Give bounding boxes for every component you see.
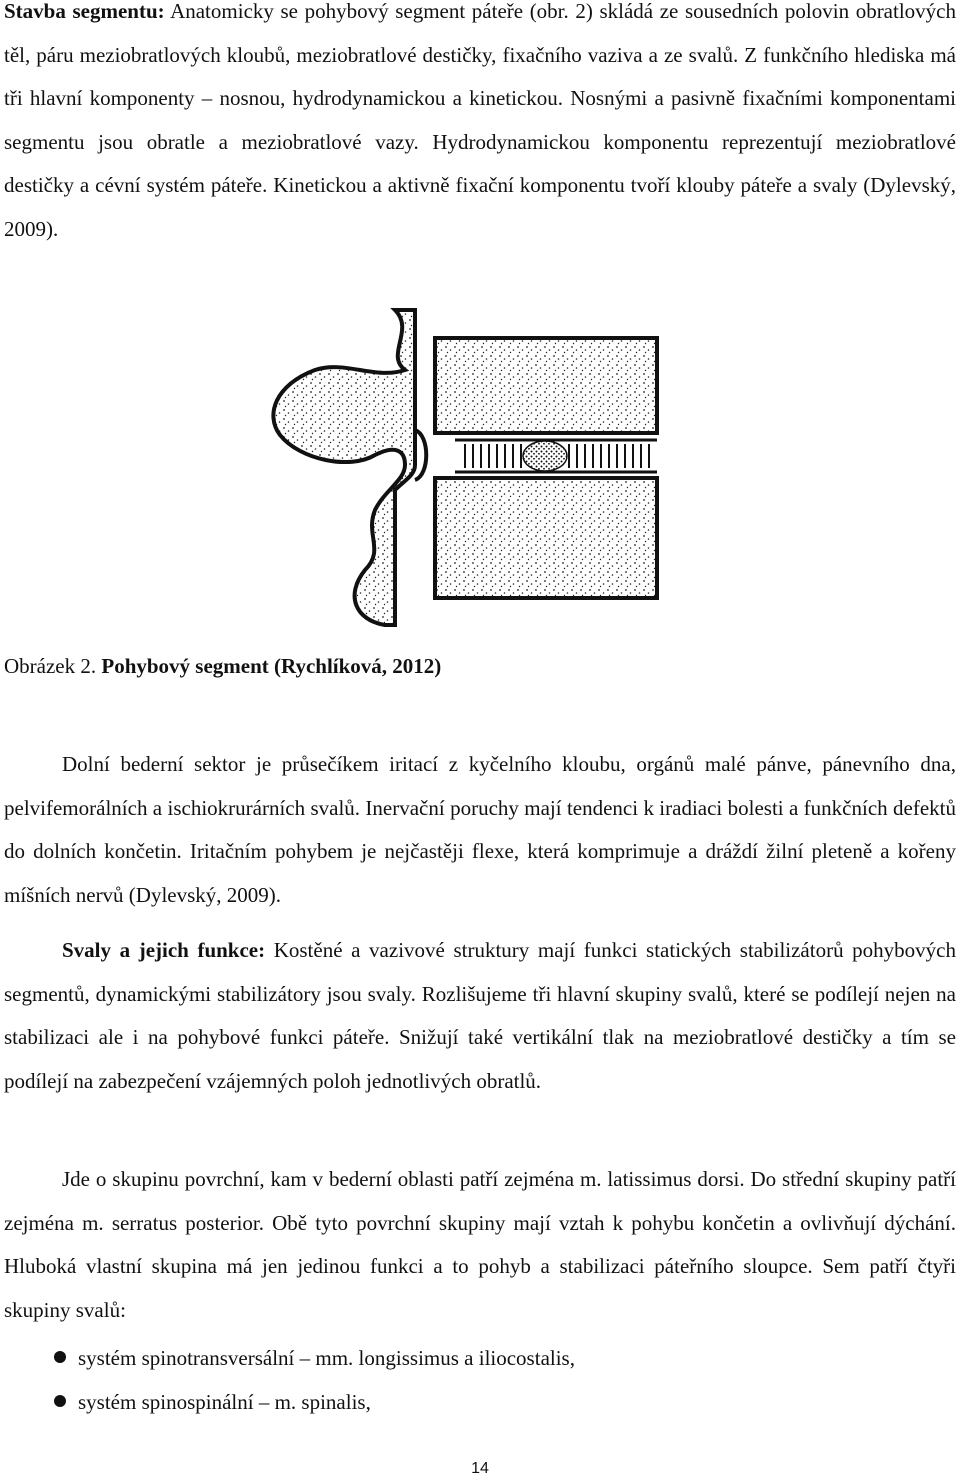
paragraph-heading: Stavba segmentu: — [4, 0, 165, 23]
list-item-text: systém spinospinální – m. spinalis, — [78, 1390, 371, 1414]
paragraph-text: Jde o skupinu povrchní, kam v bederní oblasti patří zejména m. latissimus dorsi. Do střední skupiny patří zejména m. serratus posterior. Obě tyto povrchní skupiny mají vztah k pohybu končetin a ovlivňují dýchání. Hluboká vlastní skupina má jen jedinou funkci a to pohyb a stabilizaci páteřního sloupce. Sem patří čtyři skupiny svalů: — [4, 1167, 956, 1322]
paragraph-dolni-bederni-sektor — [4, 743, 956, 917]
list-item-text: systém spinotransversální – mm. longissimus a iliocostalis, — [78, 1346, 575, 1370]
paragraph-svaly-a-jejich-funkce — [4, 929, 956, 1103]
muscle-system-list — [0, 1336, 960, 1424]
lower-vertebral-body — [435, 478, 657, 598]
paragraph-text: Anatomicky se pohybový segment páteře (obr. 2) skládá ze sousedních polovin obratlových těl, páru meziobratlových kloubů, meziobratlové destičky, fixačního vaziva a ze svalů. Z funkčního hlediska má tři hlavní komponenty – nosnou, hydrodynamickou a kinetickou. Nosnými a pasivně fixačními komponentami segmentu jsou obratle a meziobratlové vazy. Hydrodynamickou komponentu reprezentují meziobratlové destičky a cévní systém páteře. Kinetickou a aktivně fixační komponentu tvoří klouby páteře a svaly (Dylevský, 2009). — [4, 0, 956, 241]
caption-title: Pohybový segment (Rychlíková, 2012) — [101, 654, 442, 678]
list-item — [0, 1336, 960, 1380]
paragraph-skupiny-svalu — [4, 1158, 956, 1332]
paragraph-text: Kostěné a vazivové struktury mají funkci statických stabilizátorů pohybových segmentů, dynamickými stabilizátory jsou svaly. Rozlišujeme tři hlavní skupiny svalů, které se podílejí nejen na stabilizaci ale i na pohybové funkci páteře. Snižují také vertikální tlak na meziobratlové destičky a tím se podílejí na zabezpečení vzájemných poloh jednotlivých obratlů. — [4, 938, 956, 1093]
figure-caption — [4, 648, 441, 684]
list-item — [0, 1380, 960, 1424]
paragraph-heading: Svaly a jejich funkce: — [62, 938, 266, 962]
vertebra-segment-illustration — [255, 300, 665, 640]
bullet-icon — [54, 1351, 66, 1363]
paragraph-stavba-segmentu — [4, 0, 956, 251]
vertebral-arch-shape — [273, 310, 415, 625]
intervertebral-disc — [455, 440, 657, 472]
nucleus-pulposus — [523, 441, 567, 471]
caption-prefix: Obrázek 2. — [4, 654, 102, 678]
page-number: 14 — [471, 1460, 489, 1477]
figure-motion-segment — [255, 300, 665, 640]
paragraph-text: Dolní bederní sektor je průsečíkem iritací z kyčelního kloubu, orgánů malé pánve, pánevního dna, pelvifemorálních a ischiokrurárních svalů. Inervační poruchy mají tendenci k iradiaci bolesti a funkčních defektů do dolních končetin. Iritačním pohybem je nejčastěji flexe, která komprimuje a dráždí žilní pleteně a kořeny míšních nervů (Dylevský, 2009). — [4, 752, 956, 907]
upper-vertebral-body — [435, 338, 657, 433]
bullet-icon — [54, 1395, 66, 1407]
